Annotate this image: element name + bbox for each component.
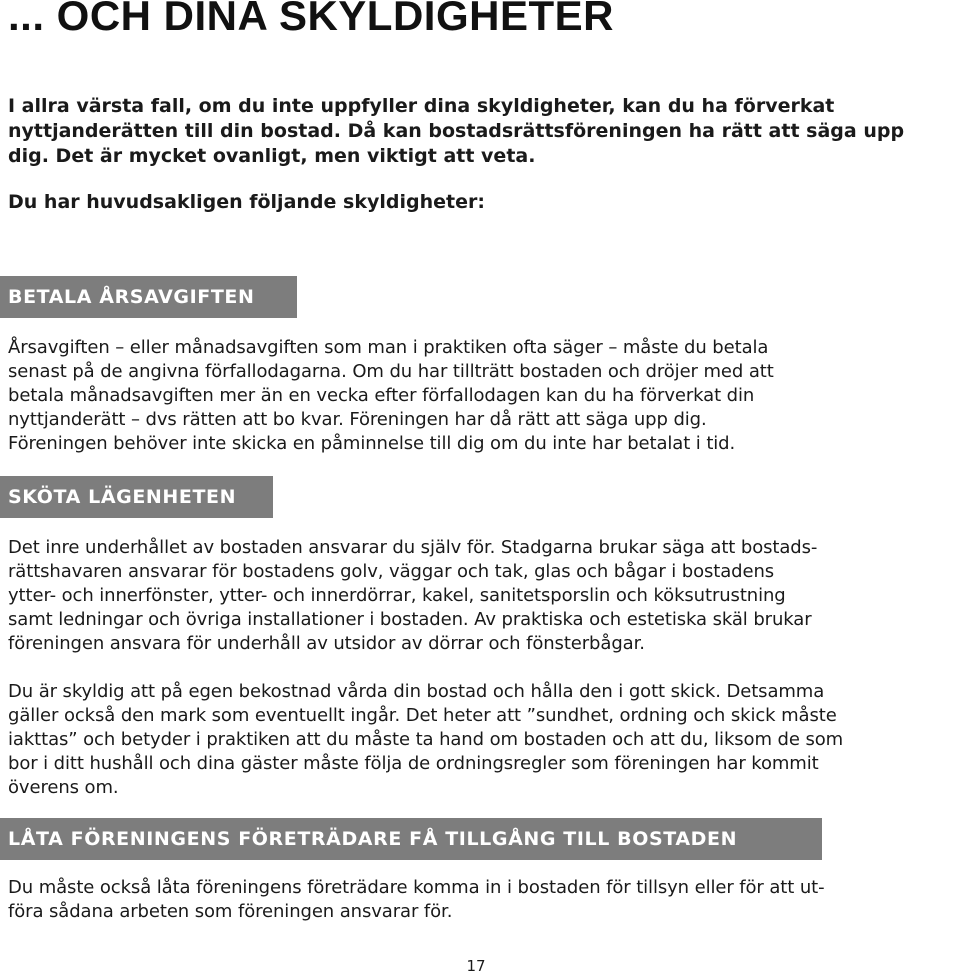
grant-access-paragraph: [8, 876, 960, 924]
maintain-apartment-paragraph-1: [8, 536, 960, 656]
text-line: överens om.: [8, 777, 119, 798]
text-line: betala månadsavgiften mer än en vecka efter förfallodagen kan du ha förverkat din: [8, 385, 755, 406]
text-line: iakttas” och betyder i praktiken att du måste ta hand om bostaden och att du, liksom de som: [8, 729, 844, 750]
obligations-lead: Du har huvudsakligen följande skyldigheter:: [8, 191, 485, 213]
text-line: senast på de angivna förfallodagarna. Om du har tillträtt bostaden och dröjer med att: [8, 361, 774, 382]
intro-paragraph: I allra värsta fall, om du inte uppfyller dina skyldigheter, kan du ha förverkat nyttjanderätten till din bostad. Då kan bostadsrättsföreningen ha rätt att säga upp dig. Det är mycket ovanligt, men viktigt att veta.: [8, 95, 905, 167]
section-heading-grant-access: LÅTA FÖRENINGENS FÖRETRÄDARE FÅ TILLGÅNG TILL BOSTADEN: [0, 818, 822, 860]
text-line: rättshavaren ansvarar för bostadens golv, väggar och tak, glas och bågar i bostadens: [8, 561, 775, 582]
text-line: Föreningen behöver inte skicka en påminnelse till dig om du inte har betalat i tid.: [8, 433, 736, 454]
text-line: Du är skyldig att på egen bekostnad vårda din bostad och hålla den i gott skick. Detsamma: [8, 681, 825, 702]
pay-fee-paragraph: [8, 336, 960, 456]
text-line: Det inre underhållet av bostaden ansvarar du själv för. Stadgarna brukar säga att bostads-: [8, 537, 818, 558]
text-line: föra sådana arbeten som föreningen ansvarar för.: [8, 901, 453, 922]
text-line: samt ledningar och övriga installationer i bostaden. Av praktiska och estetiska skäl brukar: [8, 609, 812, 630]
text-line: ytter- och innerfönster, ytter- och innerdörrar, kakel, sanitetsporslin och köksutrustning: [8, 585, 786, 606]
text-line: föreningen ansvara för underhåll av utsidor av dörrar och fönsterbågar.: [8, 633, 645, 654]
text-line: bor i ditt hushåll och dina gäster måste följa de ordningsregler som föreningen har kommit: [8, 753, 819, 774]
text-line: gäller också den mark som eventuellt ingår. Det heter att ”sundhet, ordning och skick måste: [8, 705, 837, 726]
text-line: nyttjanderätt – dvs rätten att bo kvar. Föreningen har då rätt att säga upp dig.: [8, 409, 707, 430]
section-heading-pay-fee: BETALA ÅRSAVGIFTEN: [0, 276, 297, 318]
section-heading-maintain-apartment: SKÖTA LÄGENHETEN: [0, 476, 273, 518]
text-line: Du måste också låta föreningens företrädare komma in i bostaden för tillsyn eller för att ut-: [8, 877, 825, 898]
page-title: ... OCH DINA SKYLDIGHETER: [8, 0, 614, 39]
page-number: 17: [466, 957, 486, 975]
text-line: Årsavgiften – eller månadsavgiften som man i praktiken ofta säger – måste du betala: [8, 337, 769, 358]
maintain-apartment-paragraph-2: [8, 680, 960, 800]
